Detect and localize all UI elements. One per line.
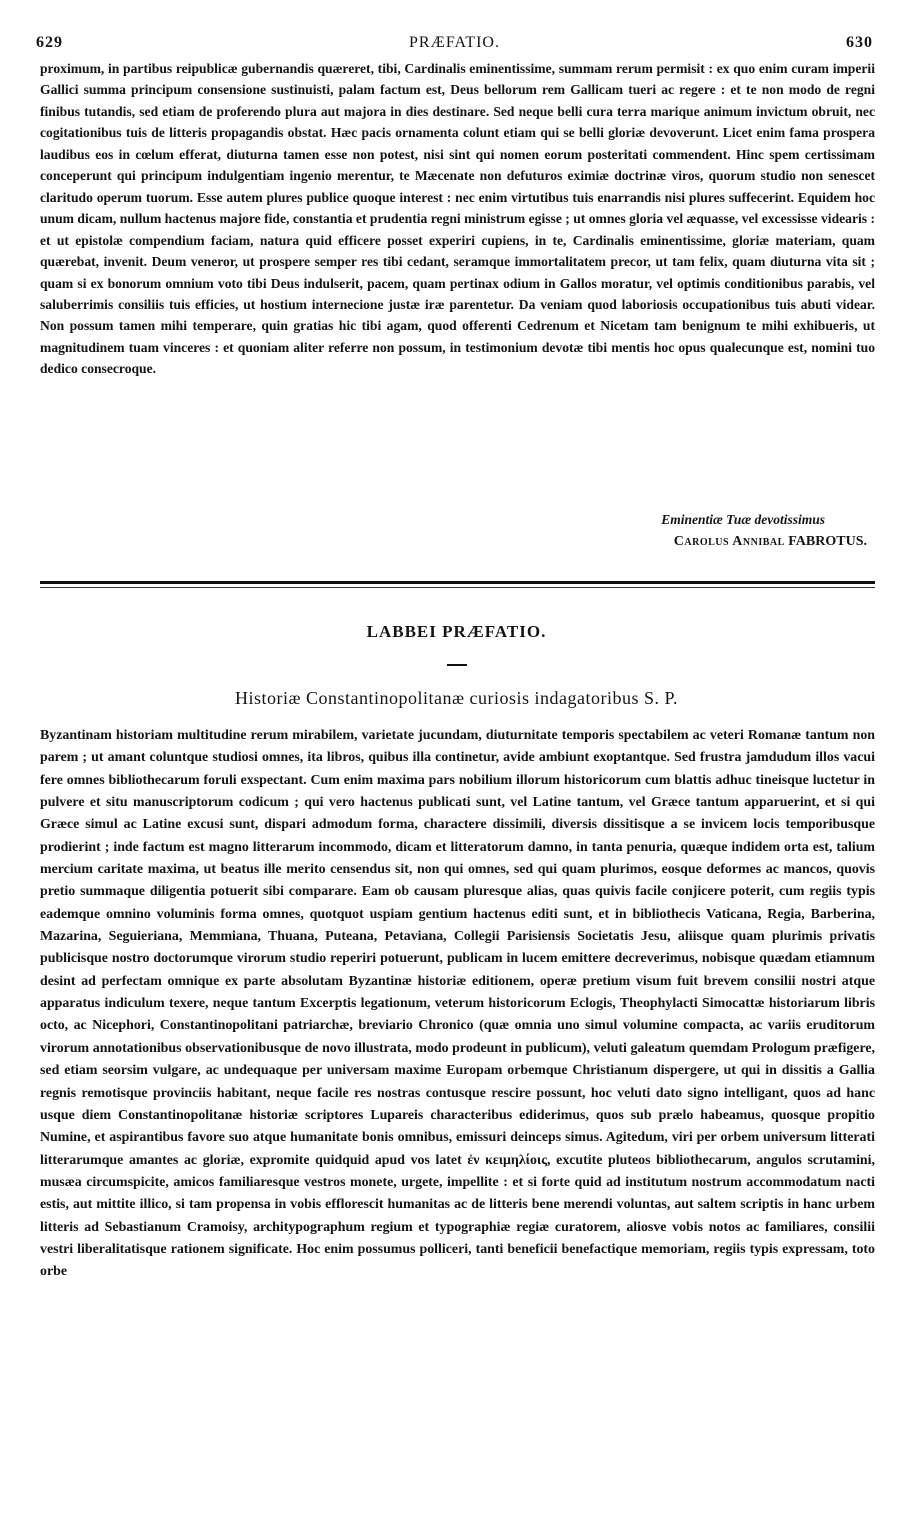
page-number-right: 630 bbox=[846, 34, 873, 51]
section-subtitle: Historiæ Constantinopolitanæ curiosis indagatoribus S. P. bbox=[234, 688, 678, 708]
signature-first-names: Carolus Annibal bbox=[673, 534, 785, 549]
running-title: PRÆFATIO. bbox=[409, 34, 500, 51]
labbe-preface-paragraph: Byzantinam historiam multitudine rerum mirabilem, varietate jucundam, diuturnitate temporis spectabilem ac veteri Romanæ tantum non parem ; ut amant coluntque studiosi omnes, ita libros, quibus illa continetur, avide ambiunt exoptantque. Sed frustra jamdudum illos vacui fere omnes bibliothecarum foruli exspectant. Cum enim maxima pars nobilium illorum historicorum cum blattis adhuc tineisque luctetur in pulvere et situ manuscriptorum codicum ; qui vero hactenus publicati sunt, vel Latine tantum, vel Græce tantum apparuerint, et si qui Græce simul ac Latine excusi sunt, dispari admodum forma, charactere dissimili, diversis dissitisque a se invicem locis temporibusque prodierint ; inde factum est magno litterarum incommodo, dicam et litteratorum damno, in tanta penuria, quæque indidem orta est, talium mercium caritate maxima, ut beatus ille merito censendus sit, non qui omnes, sed qui quam plurimos, eosque deformes ac mancos, quovis pretio summaque diligentia potuerit sibi comparare. Eam ob causam pluresque alias, quas quivis facile conjicere poterit, cum regiis typis eademque omnino voluminis forma omnes, quotquot uspiam gentium hactenus editi sunt, et in bibliothecis Vaticana, Regia, Barberina, Mazarina, Seguieriana, Memmiana, Thuana, Puteana, Petaviana, Collegii Parisiensis Societatis Jesu, aliisque quam plurimis privatis publicisque nostro doctorumque virorum studio reperiri potuerunt, publicam in lucem emittere decreverimus, nobisque quædam etiamnum desint ad perfectam omnique ex parte absolutam Byzantinæ historiæ editionem, operæ pretium visum fuit brevem consilii nostri atque apparatus indiculum texere, neque tantum Excerptis legationum, veterum historicorum Eclogis, Theophylacti Simocattæ historiarum libris octo, ac Nicephori, Constantinopolitani patriarchæ, breviario Chronico (quæ omnia uno simul volumine compacta, ac variis eruditorum virorum annotationibus observationibusque de novo illustrata, modo prodeunt in publicum), veluti galeatum quemdam Prologum præfigere, sed etiam seorsim vulgare, ac undequaque per universam maxime Europam orbemque Christianum dispergere, ut qui in dissitis a Gallia regnis remotisque provinciis habitant, neque facile res nostras contusque rescire possunt, hoc veluti dato signo intelligant, quos ad hanc usque diem Constantinopolitanæ historiæ scriptores Lupareis characteribus ediderimus, quos sub prælo habeamus, quosque propitio Numine, et aspirantibus favore suo atque humanitate bonis omnibus, emissuri deinceps simus. Agitedum, viri per orbem universum litterati litterarumque amantes ac gloriæ, expromite quidquid apud vos latet ἐν κειμηλίοις, excutite pluteos bibliothecarum, angulos scrutamini, musæa circumspicite, amicos familiaresque vestros monete, urgete, impellite : et si forte quid ad institutum nostrum accommodatum nacti estis, aut mittite illico, si tam propensa in vobis efflorescit humanitas ac de litteris bene merendi voluntas, aut saltem scriptis in hanc urbem litteris ad Sebastianum Cramoisy, architypographum regium et typographiæ regiæ curatorem, aliosve vobis notos ac familiares, consilii vestri liberalitatisque rationem significate. Hoc enim possumus polliceri, tanti beneficii benefactique memoriam, regiis typis expressam, toto orbe bbox=[40, 728, 875, 1280]
section-divider-thick bbox=[40, 581, 875, 584]
section-title: LABBEI PRÆFATIO. bbox=[366, 622, 547, 641]
labbe-preface-text bbox=[40, 725, 875, 1284]
page-number-left: 629 bbox=[36, 34, 63, 51]
fabrotus-preface-paragraph: proximum, in partibus reipublicæ gubernandis quæreret, tibi, Cardinalis eminentissime, summam rerum permisit : ex quo enim curam imperii Gallici summa principum consensione sustinuisti, palam factum est, Deus bellorum rem Gallicam tueri ac regere : et te non modo de regni finibus tutandis, sed etiam de proferendo plura aut majora in dies destinare. Sed neque belli cura terra marique animum invictum obruit, nec cogitationibus tuis de litteris propagandis obstat. Hæc pacis ornamenta colunt etiam qui se belli gloriæ devoverunt. Licet enim fama prospera laudibus eos in cœlum efferat, diuturna tamen esse non potest, nisi sint qui nomen eorum posteritati commendent. Hinc spem certissimam conceperunt qui principum indulgentiam ingenio merentur, te Mæcenate non defuturos eximiæ doctrinæ viros, quorum studio non senescet claritudo operum tuorum. Esse autem plures publice quoque interest : nec enim virtutibus tuis enarrandis nisi plures suffecerint. Equidem hoc unum dicam, nullum hactenus majore fide, constantia et prudentia regni ministrum egisse ; ut omnes gloria vel æquasse, vel excessisse videaris : et ut epistolæ compendium faciam, natura quid efficere posset experiri cupiens, in te, Cardinalis eminentissime, gloriæ materiam, quam quærebat, invenit. Deum veneror, ut prospere semper res tibi cedant, seramque immortalitatem precor, ut tam felix, quam diuturna vita sit ; quam si ex bonorum omnium voto tibi Deus indulserit, pacem, quam pertinax odium in Gallos moratur, vel optimis conditionibus parabis, vel saluberrimis consiliis tuis efficies, ut hostium internecione justæ iræ parentetur. Da veniam quod laboriosis occupationibus tuis abuti videar. Non possum tamen mihi temperare, quin gratias hic tibi agam, quod offerenti Cedrenum et Nicetam tam benignum te mihi exhibueris, ut magnitudinem tuam vinceres : et quoniam aliter referre non possum, in testimonium devotæ tibi mentis hoc opus qualecunque est, nomini tuo dedico consecroque. bbox=[40, 61, 875, 377]
signature-closing: Eminentiæ Tuæ devotissimus bbox=[661, 512, 825, 527]
signature-surname: FABROTUS. bbox=[788, 534, 867, 549]
section-divider-thin bbox=[40, 587, 875, 588]
fabrotus-preface-text bbox=[40, 58, 875, 380]
running-head bbox=[36, 34, 873, 56]
signature-name bbox=[507, 534, 867, 550]
title-dash bbox=[447, 664, 467, 666]
